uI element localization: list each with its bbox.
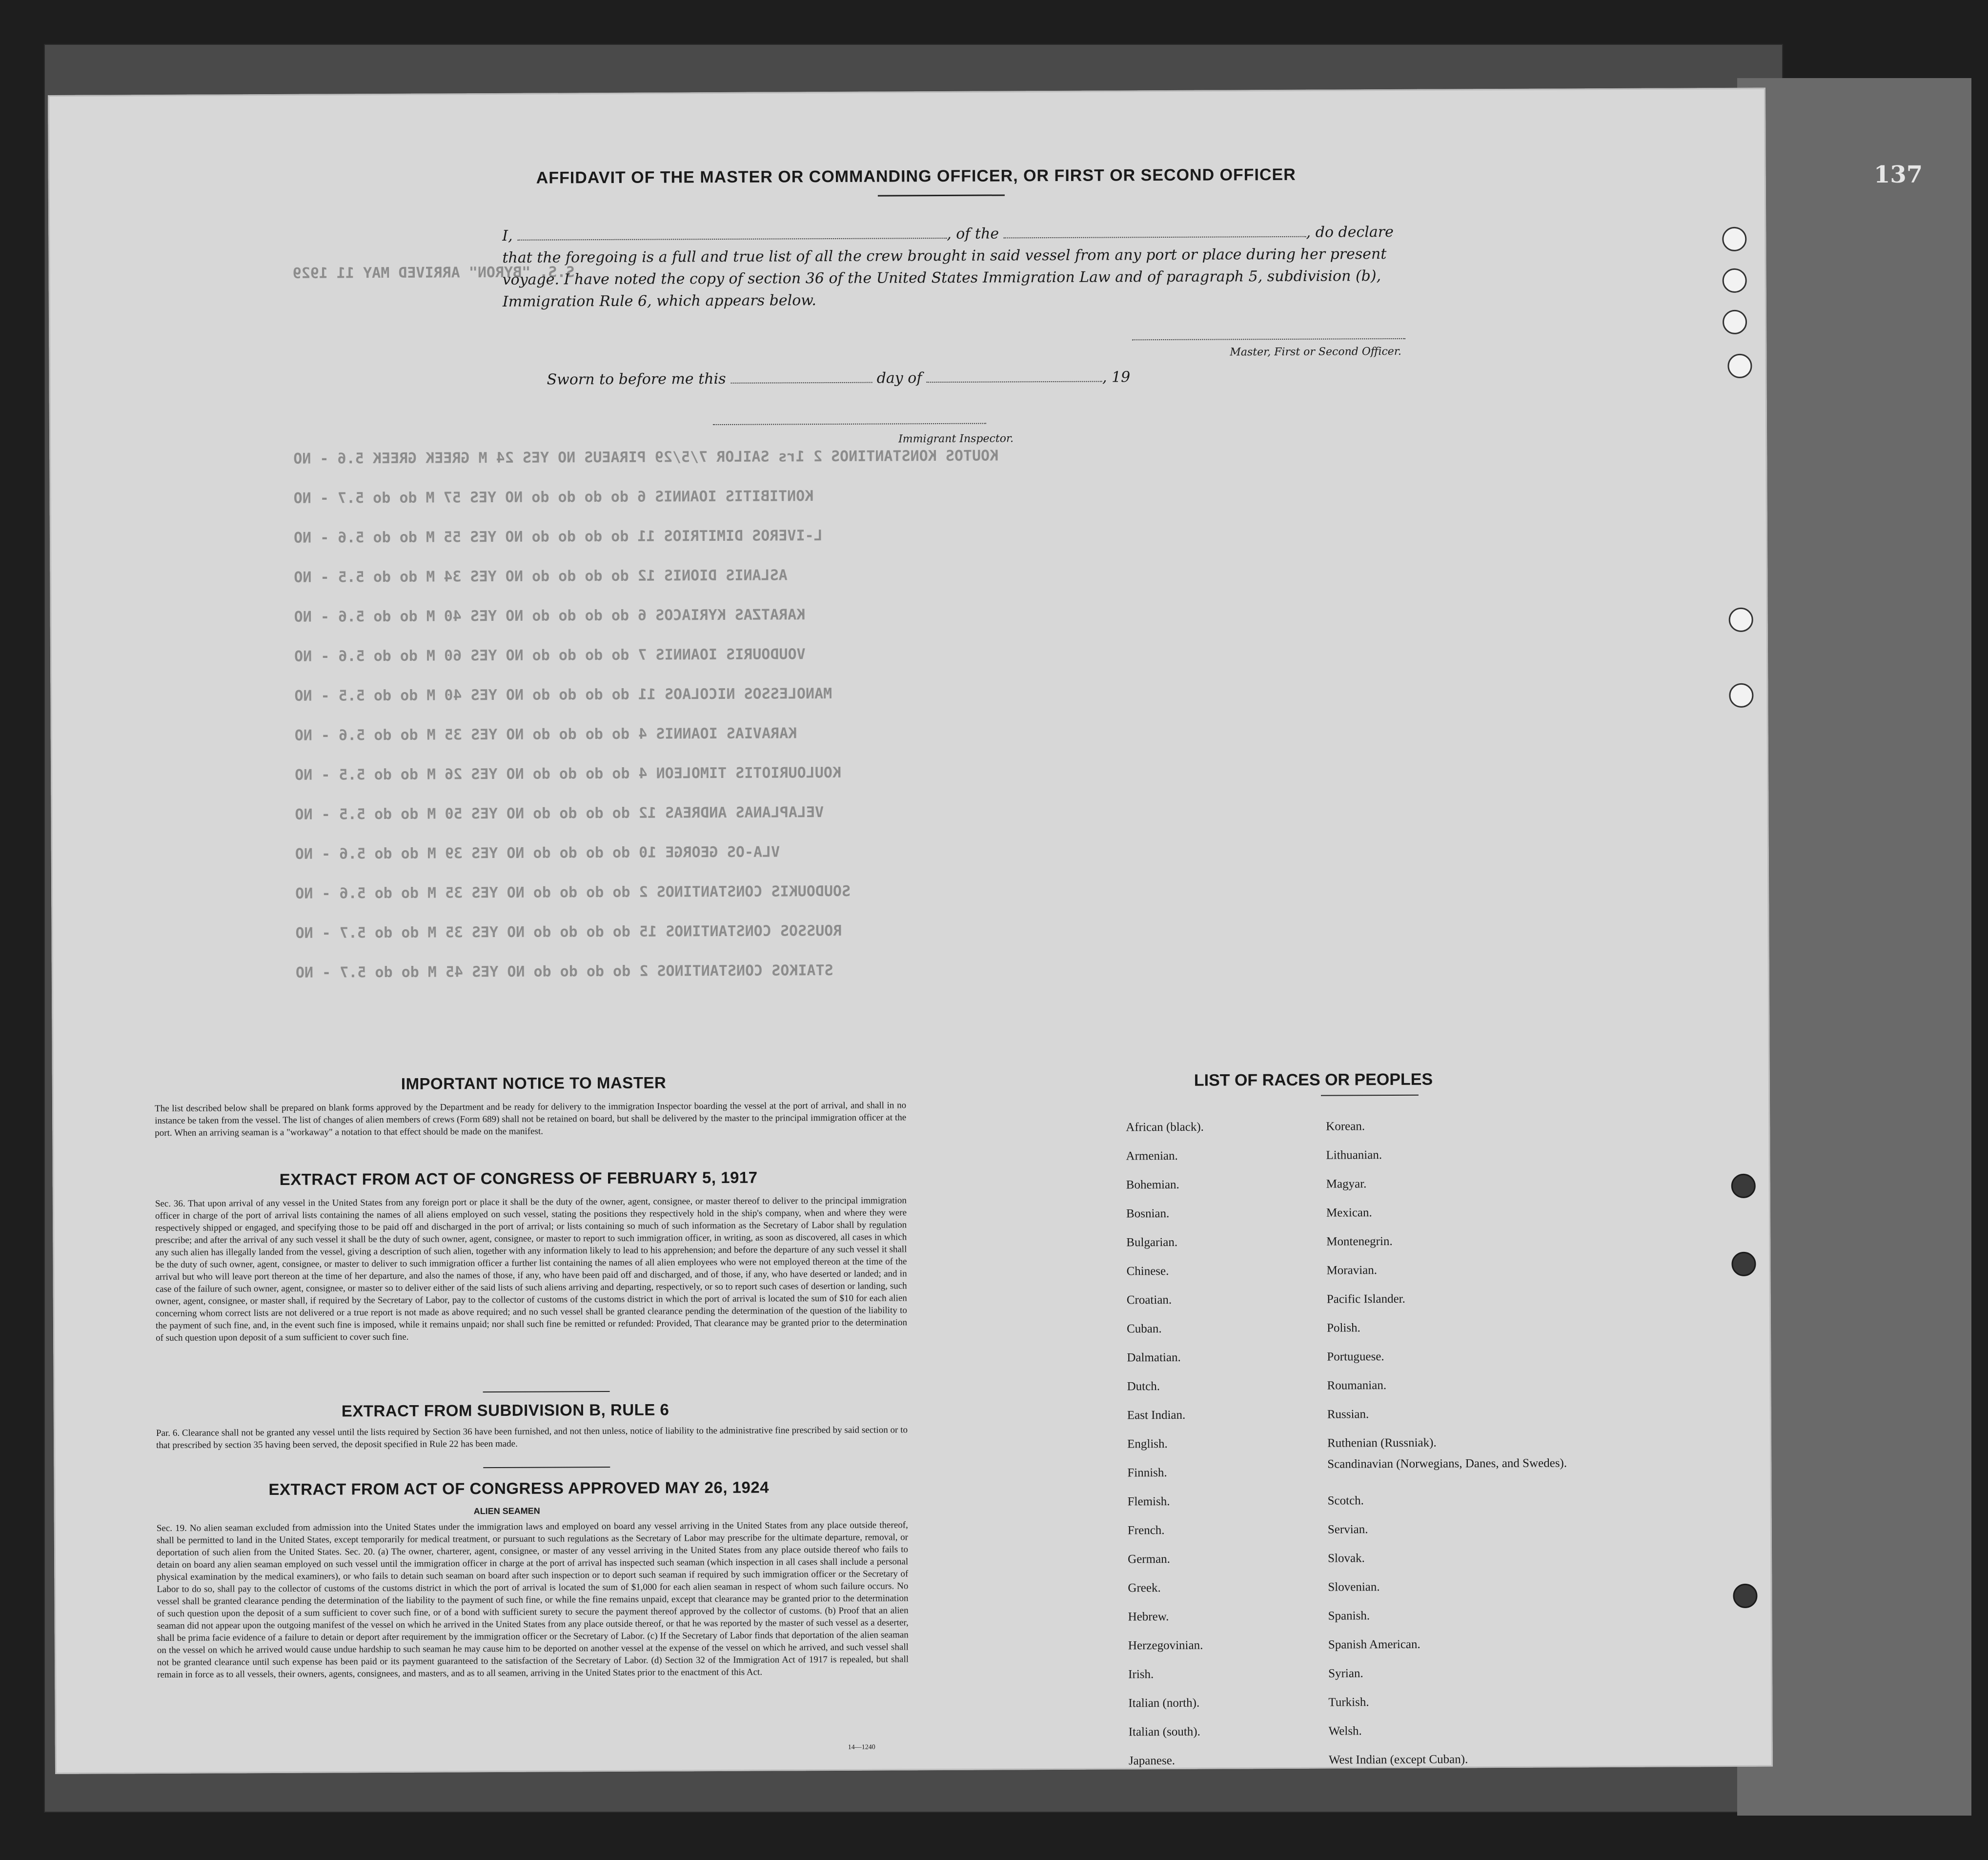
race-item: Bohemian. (1126, 1178, 1179, 1192)
race-item: Flemish. (1127, 1494, 1170, 1509)
race-item: Finnish. (1127, 1466, 1167, 1480)
signature-caption: Master, First or Second Officer. (1230, 345, 1401, 359)
races-list-left (1126, 1113, 1207, 1776)
affidavit-line-3: voyage. I have noted the copy of section 36 of the United States Immigration Law and of paragraph 5, subdivision (b), (502, 267, 1381, 288)
act-1917-title: EXTRACT FROM ACT OF CONGRESS OF FEBRUARY 5, 1917 (279, 1168, 758, 1188)
race-item: Lithuanian. (1326, 1148, 1382, 1162)
race-item: Slovak. (1328, 1552, 1365, 1565)
race-item: Cuban. (1126, 1322, 1162, 1336)
affidavit-i: I, (502, 227, 513, 245)
sworn-day: day of (876, 369, 922, 387)
title-rule (878, 194, 1005, 196)
race-item: Pacific Islander. (1326, 1292, 1405, 1306)
month-blank (927, 381, 1102, 383)
ghost-manifest-row: KARATZAS KYRIACOS 6 do do do do NO YES 40 M do do 5.6 - NO (294, 606, 806, 626)
race-item: German. (1128, 1552, 1170, 1566)
ghost-manifest-header: S.S. "BYRON" ARRIVED MAY 11 1929 (292, 264, 575, 282)
race-item: Portuguese. (1327, 1350, 1384, 1364)
race-item: English. (1127, 1437, 1168, 1451)
act-1924-body: Sec. 19. No alien seaman excluded from admission into the United States under the immigration laws and employed on board any vessel arriving in the United States from any place outside thereof, shall be permitted to land in the United States, except temporarily for medical treatment, or pursuant to such regulations as the Secretary of Labor may prescribe for the ultimate departure, removal, or deportation of such alien from the United States. Sec. 20. (a) The owner, charterer, agent, consignee, or master of any vessel arriving in the United States from any place outside thereof who fails to detain on board any alien seaman employed on such vessel until the immigration officer in charge at the port of arrival has inspected such seaman (which inspection in all cases shall include a personal physical examination by the medical examiners), or who fails to detain such seaman on board after such inspection or to deport such seaman if required by such immigration officer or the Secretary of Labor to do so, shall pay to the collector of customs of the customs district in which the port of arrival is located the sum of $1,000 for each alien seaman in respect of whom such failure occurs. No vessel shall be granted clearance pending the determination of the liability to the payment of such fine, or while the fine remains unpaid, except that clearance may be granted prior to the determination of such question upon the deposit of a sum sufficient to cover such fine, or of a bond with sufficient surety to secure the payment thereof approved by the collector of customs. (b) Proof that an alien seaman did not appear upon the outgoing manifest of the vessel on which he arrived in the United States from any place outside thereof, or that he was reported by the master of such vessel as a deserter, shall be prima facie evidence of a failure to detain or deport after requirement by the immigration officer or the Secretary of Labor. (c) If the Secretary of Labor finds that deportation of the alien seaman on the vessel on which he arrived would cause undue hardship to such seaman he may cause him to be deported on another vessel at the expense of the vessel on which he arrived, and such vessel shall not be granted clearance until such expense has been paid or its payment guaranteed to the satisfaction of the Secretary of Labor. (d) Section 32 of the Immigration Act of 1917 is repealed, but shall remain in force as to all vessels, their owners, agents, consignees, and masters, and as to all seamen, arriving in the United States prior to the enactment of this Act. (156, 1520, 909, 1680)
punch-hole (1723, 268, 1747, 293)
punch-hole (1723, 310, 1747, 334)
sworn-line (547, 368, 1130, 388)
race-item: African (black). (1126, 1120, 1204, 1134)
inspector-signature-line (713, 423, 986, 425)
act-1924-title: EXTRACT FROM ACT OF CONGRESS APPROVED MAY 26, 1924 (268, 1478, 770, 1499)
ghost-manifest-row: VOUDOURIS IOANNIS 7 do do do do NO YES 60 M do do 5.6 - NO (294, 646, 806, 665)
affidavit-line-1 (502, 224, 1394, 245)
race-item: Herzegovinian. (1128, 1638, 1203, 1653)
races-rule (1321, 1095, 1419, 1096)
punch-hole (1733, 1584, 1757, 1608)
race-item: Hebrew. (1128, 1610, 1169, 1624)
race-item: East Indian. (1127, 1408, 1186, 1422)
affidavit-declare: , do declare (1306, 223, 1394, 241)
race-item: Irish. (1128, 1668, 1154, 1681)
ghost-manifest-row: SOUDOUKIS CONSTANTINOS 2 do do do do NO YES 35 M do do 5.6 - NO (295, 882, 851, 902)
race-item: Greek. (1128, 1581, 1161, 1595)
race-item: Scandinavian (Norwegians, Danes, and Swedes). (1327, 1456, 1567, 1471)
form-number: 14—1240 (848, 1743, 875, 1751)
race-item: Roumanian. (1327, 1379, 1387, 1392)
races-list-right (1326, 1111, 1567, 1775)
race-item: Ruthenian (Russniak). (1327, 1436, 1437, 1450)
punch-hole (1727, 354, 1752, 378)
race-item: Italian (north). (1128, 1696, 1200, 1710)
act-1924-subtitle: ALIEN SEAMEN (473, 1506, 540, 1516)
affidavit-of: , of the (947, 225, 999, 243)
races-title: LIST OF RACES OR PEOPLES (1194, 1070, 1433, 1090)
race-item: Montenegrin. (1326, 1234, 1393, 1248)
affidavit-title: AFFIDAVIT OF THE MASTER OR COMMANDING OFFICER, OR FIRST OR SECOND OFFICER (536, 165, 1296, 187)
race-item: Magyar. (1326, 1177, 1367, 1191)
ghost-manifest-row: ROUSSOS CONSTANTINOS 15 do do do do NO YES 35 M do do 5.7 - NO (295, 922, 842, 942)
signature-line (1132, 338, 1405, 340)
affidavit-line-2: that the foregoing is a full and true list of all the crew brought in said vessel from any port or place during her present (502, 245, 1387, 266)
punch-hole (1731, 1252, 1756, 1276)
race-item: Scotch. (1327, 1494, 1364, 1508)
race-item: Mexican. (1326, 1206, 1372, 1220)
race-item: West Indian (except Cuban). (1328, 1753, 1468, 1767)
ghost-manifest-row: KARAVIAS IOANNIS 4 do do do do NO YES 35 M do do 5.6 - NO (294, 725, 797, 744)
manifest-sheet (48, 88, 1773, 1774)
ghost-manifest-row: ASLANIS DIONIS 12 do do do do NO YES 34 M do do 5.5 - NO (294, 567, 788, 586)
rule-6-body: Par. 6. Clearance shall not be granted any vessel until the lists required by Section 36 have been furnished, and not then unless, notice of liability to the administrative fine prescribed by said section or to that prescribed by section 35 having been served, the deposit specified in Rule 22 has been made. (156, 1425, 908, 1451)
race-item: Italian (south). (1128, 1725, 1200, 1739)
punch-hole (1722, 227, 1746, 251)
race-item: Chinese. (1126, 1264, 1169, 1278)
ghost-manifest-row: KONTIBITIS IOANNIS 6 do do do do NO YES 57 M do do 5.7 - NO (293, 488, 814, 507)
race-item: Spanish. (1328, 1609, 1370, 1623)
divider (483, 1467, 610, 1468)
race-item: Japanese. (1128, 1754, 1176, 1768)
race-item: Croatian. (1126, 1293, 1172, 1307)
inspector-caption: Immigrant Inspector. (898, 432, 1014, 446)
ghost-manifest-row: L-IVEROS DIMITRIOS 11 do do do do NO YES 55 M do do 5.6 - NO (293, 527, 823, 547)
sworn-year: , 19 (1102, 368, 1131, 386)
race-item: Russian. (1327, 1408, 1369, 1421)
ghost-manifest-row: KOUTOS KONSTANTINOS 2 1rs SAILOR 7/5/29 PIRAEUS NO YES 24 M GREEK GREEK 5.6 - NO (293, 447, 999, 468)
race-item: Servian. (1327, 1523, 1368, 1536)
page-number: 137 (1874, 161, 1923, 188)
race-item: Korean. (1326, 1120, 1365, 1133)
punch-hole (1731, 1174, 1756, 1198)
punch-hole (1729, 608, 1753, 632)
race-item: Spanish American. (1328, 1637, 1420, 1652)
race-item: Slovenian. (1328, 1580, 1380, 1594)
page-edge-strip (1737, 78, 1971, 1816)
race-item: Turkish. (1328, 1696, 1369, 1709)
name-blank (517, 238, 947, 241)
ghost-manifest-row: VELAPLANAS ANDREAS 12 do do do do NO YES 50 M do do 5.5 - NO (295, 804, 824, 823)
race-item: Dalmatian. (1127, 1350, 1181, 1365)
race-item: Welsh. (1328, 1724, 1362, 1738)
race-item: French. (1127, 1524, 1165, 1537)
divider (483, 1391, 610, 1392)
race-item: Polish. (1326, 1321, 1360, 1335)
notice-title: IMPORTANT NOTICE TO MASTER (401, 1073, 667, 1093)
race-item: Armenian. (1126, 1149, 1178, 1163)
punch-hole (1729, 683, 1753, 708)
notice-body: The list described below shall be prepared on blank forms approved by the Department and be ready for delivery to the immigration Inspector boarding the vessel at the port of arrival, and shall in no instance be taken from the vessel. The list of changes of alien members of crews (Form 689) shall not be retained on board, but shall be delivered by the master to the principal immigration officer at the port. When an arriving seaman is a "workaway" a notation to that effect should be made on the manifest. (155, 1100, 907, 1139)
day-blank (730, 382, 872, 384)
sworn-prefix: Sworn to before me this (547, 370, 726, 388)
vessel-blank (1004, 236, 1306, 239)
affidavit-line-4: Immigration Rule 6, which appears below. (502, 292, 816, 310)
race-item: Bosnian. (1126, 1206, 1170, 1221)
race-item: Moravian. (1326, 1264, 1378, 1277)
race-item: Syrian. (1328, 1667, 1363, 1680)
race-item: Dutch. (1127, 1380, 1160, 1393)
ghost-manifest-row: KOULOURIOTIS TIMOLEON 4 do do do do NO YES 26 M do do 5.5 - NO (295, 764, 841, 784)
race-item: Bulgarian. (1126, 1235, 1178, 1249)
ghost-manifest-row: STAIKOS CONSTANTINOS 2 do do do do NO YES 45 M do do 5.7 - NO (295, 961, 833, 981)
rule-6-title: EXTRACT FROM SUBDIVISION B, RULE 6 (341, 1400, 669, 1420)
ghost-manifest-row: VLA-OS GEORGE 10 do do do do NO YES 39 M do do 5.6 - NO (295, 843, 780, 863)
act-1917-body: Sec. 36. That upon arrival of any vessel in the United States from any foreign port or place it shall be the duty of the owner, agent, consignee, or master thereof to deliver to the principal immigration officer in charge of the port of arrival lists containing the names of all aliens employed on such vessel, stating the positions they respectively hold in the ship's company, when and where they were respectively shipped or engaged, and specifying those to be paid off and discharged in the port of arrival; or lists containing so much of such information as the Secretary of Labor shall by regulation prescribe; and after the arrival of any such vessel it shall be the duty of such owner, agent, consignee, or master to report to such immigration officer, in writing, as soon as discovered, all cases in which any such alien has illegally landed from the vessel, giving a description of such alien, together with any information likely to lead to his apprehension; and before the departure of any such vessel it shall be the duty of such owner, agent, consignee, or master to deliver to such immigration officer a further list containing the names of all alien employees who were not employed thereon at the time of the arrival but who will leave port thereon at the time of her departure, and also the names of those, if any, who have been paid off and discharged, and of those, if any, who have deserted or landed; and in case of the failure of such owner, agent, consignee, or master so to deliver either of the said lists of such aliens arriving and departing, respectively, or so to report such cases of desertion or landing, such owner, agent, consignee, or master shall, if required by the Secretary of Labor, pay to the collector of customs of the customs district in which the port of arrival is located the sum of $10 for each alien concerning whom correct lists are not delivered or a true report is not made as above required; and no such vessel shall be granted clearance pending the determination of the question of the liability to the payment of such fine, and, in the event such fine is imposed, while it remains unpaid; nor shall such fine be remitted or refunded: Provided, That clearance may be granted prior to the determination of such question upon deposit of a sum sufficient to cover such fine. (155, 1195, 908, 1344)
ghost-manifest-row: MANOLESSOS NICOLAOS 11 do do do do NO YES 40 M do do 5.5 - NO (294, 685, 832, 705)
